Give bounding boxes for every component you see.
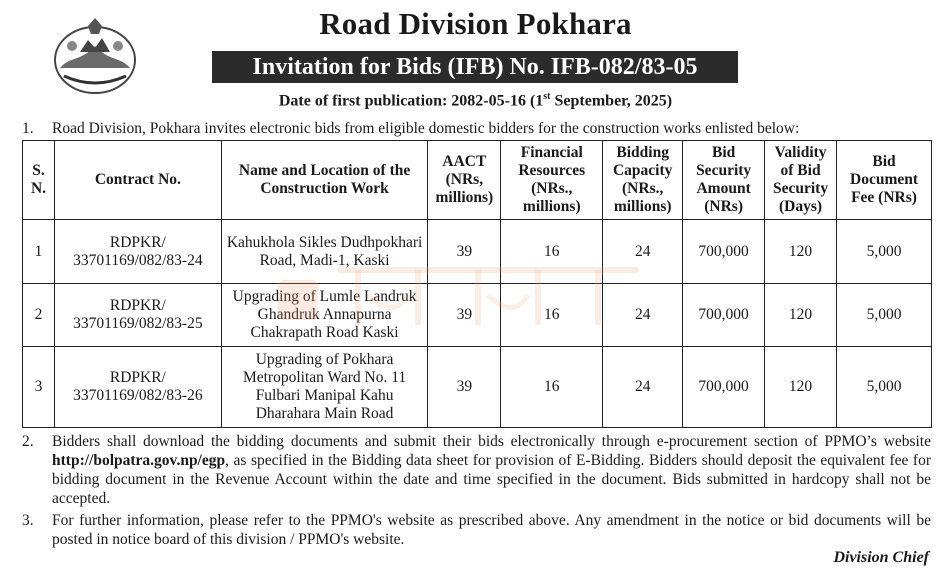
header-sn: S. N. — [23, 141, 55, 220]
cell-validity: 120 — [765, 284, 837, 347]
paragraph-text: Road Division, Pokhara invites electronic bids from eligible domestic bidders for the construction works enlisted below: — [52, 120, 800, 137]
publication-date-prefix: Date of first publication: 2082-05-16 (1 — [278, 92, 544, 110]
table-header-row — [23, 141, 932, 220]
cell-work: Kahukhola Sikles Dudhpokhari Road, Madi-1, Kaski — [221, 220, 428, 284]
header-bidding-capacity: Bidding Capacity (NRs., millions) — [603, 141, 683, 220]
header-validity: Validity of Bid Security (Days) — [765, 141, 837, 220]
page-title: Road Division Pokhara — [319, 6, 632, 41]
header-work-name: Name and Location of the Construction Work — [221, 141, 428, 220]
ifb-banner: Invitation for Bids (IFB) No. IFB-082/83-05 — [212, 51, 738, 83]
header-contract-no: Contract No. — [54, 141, 221, 220]
table-row — [23, 284, 932, 347]
publication-date-sup: st — [543, 91, 551, 102]
paragraph-number: 1. — [22, 120, 34, 137]
publication-date — [0, 91, 951, 110]
header-document-fee: Bid Document Fee (NRs) — [837, 141, 932, 220]
cell-work: Upgrading of Lumle Landruk Ghandruk Annapurna Chakrapath Road Kaski — [221, 284, 428, 347]
cell-financial: 16 — [501, 220, 603, 284]
cell-financial: 16 — [501, 284, 603, 347]
further-info-paragraph — [22, 511, 931, 549]
cell-validity: 120 — [765, 347, 837, 428]
cell-fee: 5,000 — [837, 284, 932, 347]
publication-date-suffix: September, 2025) — [550, 92, 673, 110]
cell-capacity: 24 — [603, 284, 683, 347]
ppmo-website-link[interactable]: http://bolpatra.gov.np/egp — [52, 452, 226, 469]
cell-fee: 5,000 — [837, 220, 932, 284]
cell-fee: 5,000 — [837, 347, 932, 428]
cell-aact: 39 — [428, 284, 501, 347]
paragraph-text — [52, 432, 931, 508]
cell-contract: RDPKR/ 33701169/082/83-26 — [54, 347, 221, 428]
cell-contract: RDPKR/ 33701169/082/83-25 — [54, 284, 221, 347]
header-aact: AACT (NRs, millions) — [428, 141, 501, 220]
cell-sn: 1 — [23, 220, 55, 284]
cell-aact: 39 — [428, 347, 501, 428]
bids-table — [22, 140, 932, 428]
cell-validity: 120 — [765, 220, 837, 284]
intro-paragraph — [22, 119, 931, 138]
signature: Division Chief — [833, 549, 929, 566]
cell-capacity: 24 — [603, 220, 683, 284]
cell-contract: RDPKR/ 33701169/082/83-24 — [54, 220, 221, 284]
cell-aact: 39 — [428, 220, 501, 284]
table-row — [23, 220, 932, 284]
cell-financial: 16 — [501, 347, 603, 428]
instructions-paragraph — [22, 432, 931, 508]
cell-security: 700,000 — [683, 347, 765, 428]
header-financial-resources: Financial Resources (NRs., millions) — [501, 141, 603, 220]
header-bid-security: Bid Security Amount (NRs) — [683, 141, 765, 220]
cell-sn: 2 — [23, 284, 55, 347]
cell-security: 700,000 — [683, 284, 765, 347]
cell-security: 700,000 — [683, 220, 765, 284]
paragraph-text-before: Bidders shall download the bidding documents and submit their bids electronically through e-procurement section of PPMO’s website — [52, 433, 931, 450]
cell-capacity: 24 — [603, 347, 683, 428]
paragraph-text: For further information, please refer to the PPMO's website as prescribed above. Any amendment in the notice or bid documents will be posted in notice board of this division / PPMO's website. — [52, 512, 931, 548]
paragraph-number: 3. — [22, 512, 34, 529]
table-row — [23, 347, 932, 428]
cell-work: Upgrading of Pokhara Metropolitan Ward No. 11 Fulbari Manipal Kahu Dharahara Main Road — [221, 347, 428, 428]
cell-sn: 3 — [23, 347, 55, 428]
paragraph-number: 2. — [22, 433, 34, 450]
paragraph-text-after: , as specified in the Bidding data sheet for provision of E-Bidding. Bidders should deposit the equivalent fee for bidding document in the Revenue Account within the date and time specified in the document. Bids submitted in hardcopy shall not be accepted. — [52, 452, 931, 507]
